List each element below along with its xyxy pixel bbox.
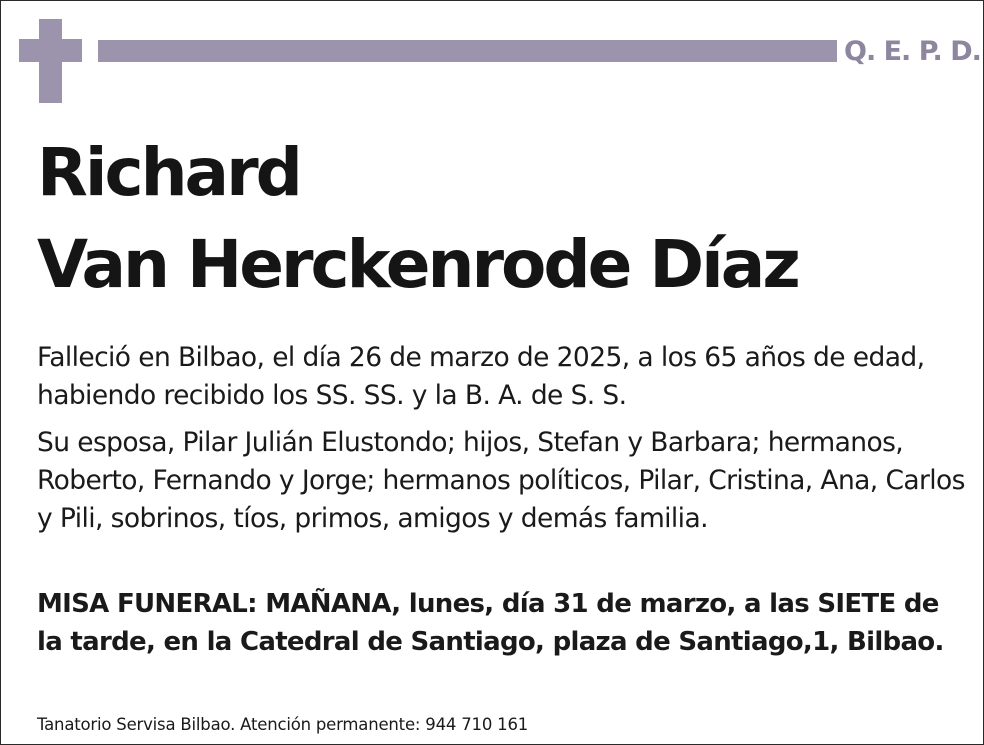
qepd-label: Q. E. P. D. xyxy=(844,36,981,67)
death-notice-text: Falleció en Bilbao, el día 26 de marzo de 2025, a los 65 años de edad, habiendo recibido los SS. SS. y la B. A. de S. S. xyxy=(37,342,925,411)
funeral-mass-text: MISA FUNERAL: MAÑANA, lunes, día 31 de marzo, a las SIETE de la tarde, en la Catedral de Santiago, plaza de Santiago,1, Bilbao. xyxy=(37,589,944,657)
header-rule xyxy=(98,40,837,62)
deceased-first-name: Richard xyxy=(37,134,300,211)
funeral-home-footer: Tanatorio Servisa Bilbao. Atención permanente: 944 710 161 xyxy=(37,715,529,734)
cross-horizontal-bar xyxy=(19,39,82,62)
deceased-surnames: Van Herckenrode Díaz xyxy=(37,226,798,303)
family-text: Su esposa, Pilar Julián Elustondo; hijos, Stefan y Barbara; hermanos, Roberto, Fernando y Jorge; hermanos políticos, Pilar, Cristina, Ana, Carlos y Pili, sobrinos, tíos, primos, amigos y demás familia. xyxy=(37,427,965,534)
